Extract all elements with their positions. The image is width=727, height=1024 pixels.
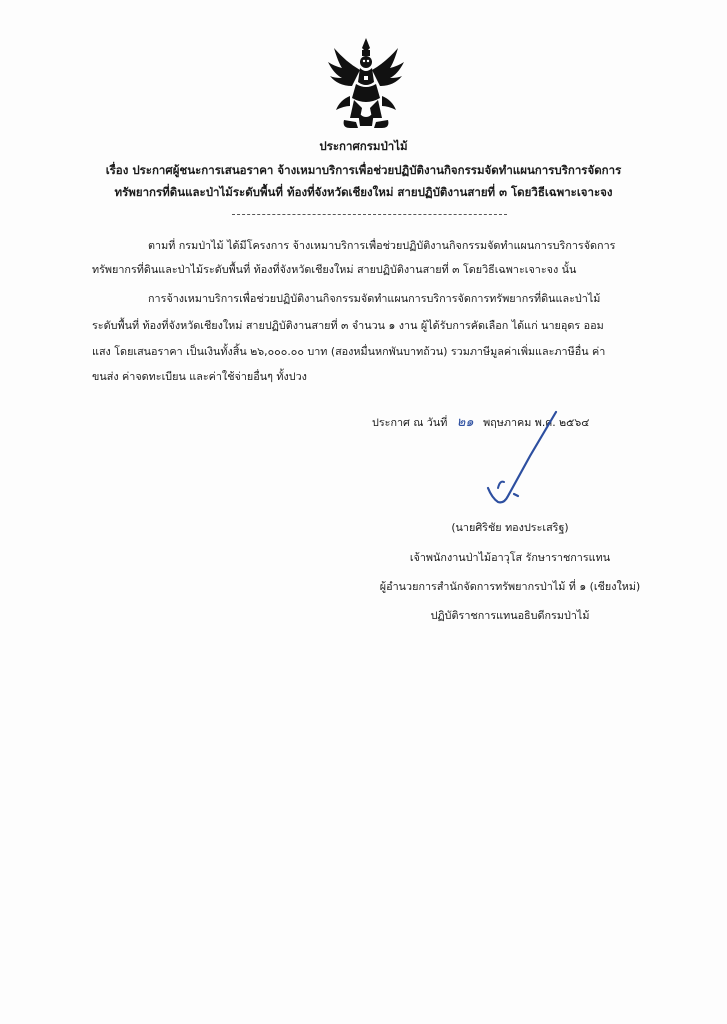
body-line-1: ตามที่ กรมป่าไม้ ได้มีโครงการ จ้างเหมาบริการเพื่อช่วยปฏิบัติงานกิจกรรมจัดทำแผนการบริการจัดการ xyxy=(148,239,616,252)
body-line-3: การจ้างเหมาบริการเพื่อช่วยปฏิบัติงานกิจกรรมจัดทำแผนการบริการจัดการทรัพยากรที่ดินและป่าไม้ xyxy=(148,292,601,305)
body-line-5: แสง โดยเสนอราคา เป็นเงินทั้งสิ้น ๒๖,๐๐๐.๐๐ บาท (สองหมื่นหกพันบาทถ้วน) รวมภาษีมูลค่าเพิ่มและภาษีอื่น ค่า xyxy=(92,345,606,358)
date-prefix: ประกาศ ณ วันที่ xyxy=(372,416,448,429)
subject-line-1: เรื่อง ประกาศผู้ชนะการเสนอราคา จ้างเหมาบริการเพื่อช่วยปฏิบัติงานกิจกรรมจัดทำแผนการบริการจัดการ xyxy=(105,163,622,177)
subject-line-2: ทรัพยากรที่ดินและป่าไม้ระดับพื้นที่ ท้องที่จังหวัดเชียงใหม่ สายปฏิบัติงานสายที่ ๓ โดยวิธีเฉพาะเจาะจง xyxy=(114,185,613,199)
separator-line xyxy=(232,214,507,215)
body-line-4: ระดับพื้นที่ ท้องที่จังหวัดเชียงใหม่ สายปฏิบัติงานสายที่ ๓ จำนวน ๑ งาน ผู้ได้รับการคัดเลือก ได้แก่ นายอุดร ออม xyxy=(92,319,604,332)
signatory-name: (นายศิริชัย ทองประเสริฐ) xyxy=(451,521,569,534)
garuda-emblem-icon xyxy=(326,36,406,132)
body-line-2: ทรัพยากรที่ดินและป่าไม้ระดับพื้นที่ ท้องที่จังหวัดเชียงใหม่ สายปฏิบัติงานสายที่ ๓ โดยวิธีเฉพาะเจาะจง นั้น xyxy=(92,263,577,276)
date-month-year: พฤษภาคม พ.ศ. ๒๕๖๔ xyxy=(483,416,590,429)
date-day-handwritten: ๒๑ xyxy=(456,415,474,430)
document-title: ประกาศกรมป่าไม้ xyxy=(319,139,408,153)
body-line-6: ขนส่ง ค่าจดทะเบียน และค่าใช้จ่ายอื่นๆ ทั้งปวง xyxy=(92,370,307,383)
signatory-position-3: ปฏิบัติราชการแทนอธิบดีกรมป่าไม้ xyxy=(430,609,590,622)
handwritten-signature-icon xyxy=(470,410,620,520)
signatory-position-2: ผู้อำนวยการสำนักจัดการทรัพยากรป่าไม้ ที่ ๑ (เชียงใหม่) xyxy=(379,580,641,593)
signatory-position-1: เจ้าพนักงานป่าไม้อาวุโส รักษาราชการแทน xyxy=(409,551,611,564)
